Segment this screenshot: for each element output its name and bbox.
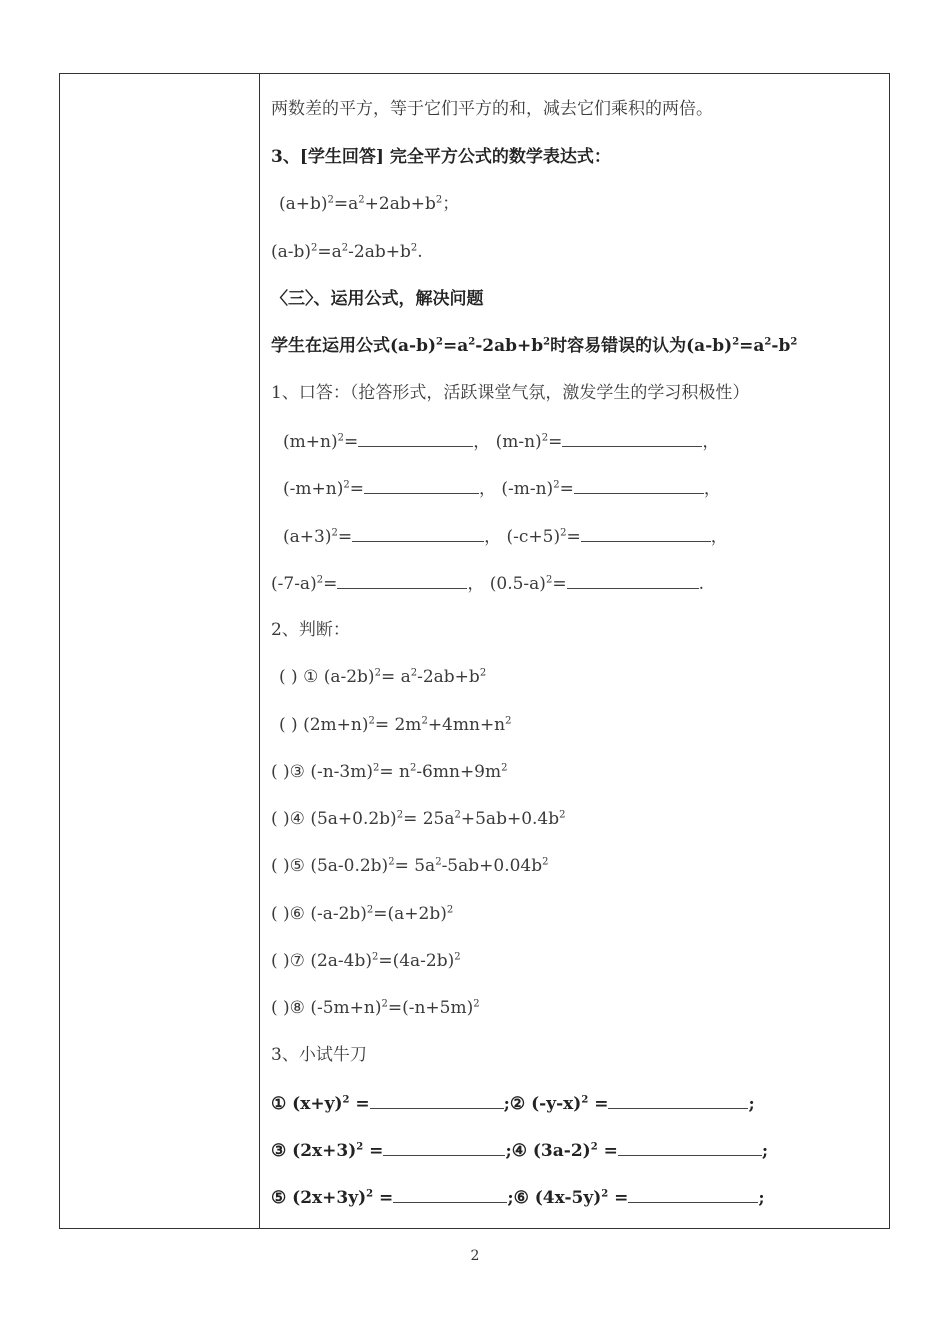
formula-line: $(a+b)^2=a^2+2ab+b^2$；: [279, 194, 460, 214]
practice-line: ③ $(2x+3)^2$ = ;④ $(3a-2)^2$ = ;: [271, 1141, 769, 1161]
answer-blank: [383, 1139, 505, 1156]
answer-blank: [581, 525, 711, 542]
judgment-item: ( )⑤ $(5a-0.2b)^2= 5a^2-5ab+0.04b^2$: [271, 856, 549, 876]
judgment-item: ( )⑥ $(-a-2b)^2=(a+2b)^2$: [271, 904, 454, 924]
answer-blank: [358, 430, 473, 447]
judgment-item: ( ) $(2m+n)^2= 2m^2+4mn+n^2$: [279, 715, 512, 735]
answer-blank: [608, 1092, 748, 1109]
answer-blank: [370, 1092, 504, 1109]
text-line: 两数差的平方，等于它们平方的和，减去它们乘积的两倍。: [271, 99, 713, 119]
section-heading: 〈三〉、运用公式，解决问题: [271, 289, 484, 309]
formula-line: $(a-b)^2=a^2-2ab+b^2$.: [271, 242, 423, 262]
exercise-line: $(-m+n)^2=$ ， $(-m-n)^2=$ ，: [283, 479, 721, 499]
answer-blank: [574, 477, 704, 494]
answer-blank: [618, 1139, 762, 1156]
lesson-table: [59, 73, 890, 1229]
judgment-item: ( )④ $(5a+0.2b)^2= 25a^2+5ab+0.4b^2$: [271, 809, 566, 829]
practice-line: ① $(x+y)^2$ = ;② $(-y-x)^2$ = ;: [271, 1094, 755, 1114]
answer-blank: [567, 572, 699, 589]
exercise-line: $(a+3)^2=$ ， $(-c+5)^2=$ ，: [283, 527, 728, 547]
judgment-item: ( )③ $(-n-3m)^2= n^2-6mn+9m^2$: [271, 762, 508, 782]
answer-blank: [628, 1186, 758, 1203]
answer-blank: [562, 430, 702, 447]
exercise-line: $(-7-a)^2=$ ， $(0.5-a)^2=$ .: [271, 574, 704, 594]
section-heading: 3、[学生回答] 完全平方公式的数学表达式：: [271, 147, 611, 167]
answer-blank: [364, 477, 479, 494]
judgment-item: ( )⑦ $(2a-4b)^2=(4a-2b)^2$: [271, 951, 461, 971]
answer-blank: [352, 525, 484, 542]
page-number: 2: [470, 1248, 480, 1264]
table-content-cell: [261, 74, 889, 1228]
judgment-item: ( ) ① $(a-2b)^2= a^2-2ab+b^2$: [279, 667, 487, 687]
text-line: 2、判断：: [271, 620, 350, 640]
answer-blank: [337, 572, 467, 589]
text-line: 1、口答：（抢答形式，活跃课堂气氛，激发学生的学习积极性）: [271, 383, 750, 403]
text-line: 3、小试牛刀: [271, 1045, 367, 1065]
exercise-line: $(m+n)^2=$ ， $(m-n)^2=$ ，: [283, 432, 720, 452]
table-left-cell: [60, 74, 260, 1228]
answer-blank: [393, 1186, 507, 1203]
judgment-item: ( )⑧ $(-5m+n)^2=(-n+5m)^2$: [271, 998, 480, 1018]
common-mistake-line: 学生在运用公式$(a-b)^2=a^2-2ab+b^2$时容易错误的认为$(a-b)^2=a^2-b^2$: [271, 336, 798, 356]
practice-line: ⑤ $(2x+3y)^2$ = ;⑥ $(4x-5y)^2$ = ;: [271, 1188, 765, 1208]
